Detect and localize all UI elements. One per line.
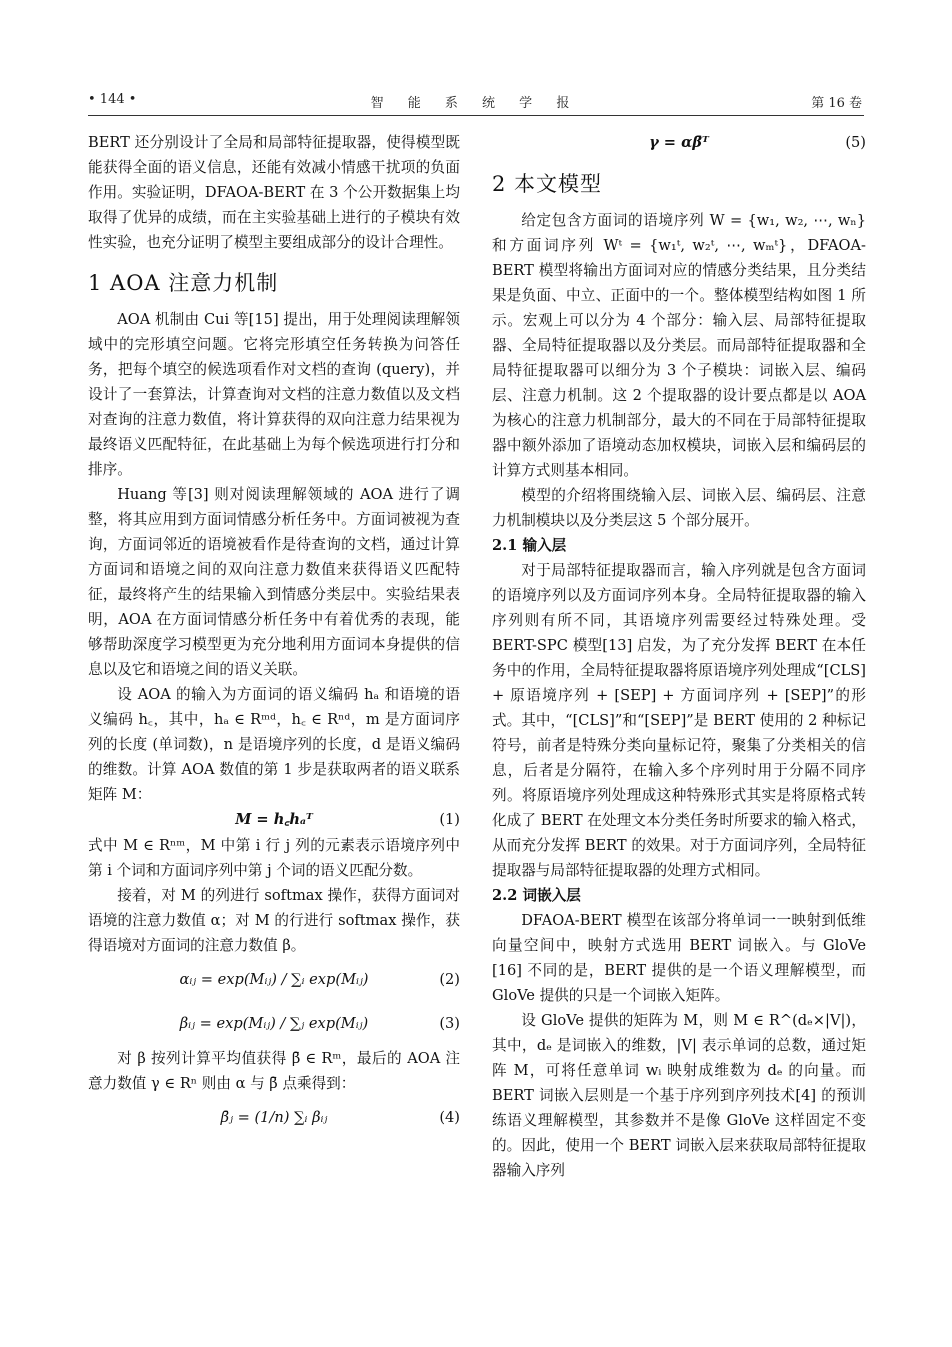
- equation-number: (1): [439, 811, 460, 828]
- equation-number: (2): [439, 971, 460, 988]
- left-column: [88, 130, 460, 1140]
- paragraph: Huang 等[3] 则对阅读理解领域的 AOA 进行了调整，将其应用到方面词情感分析任务中。方面词被视为查询，方面词邻近的语境被看作是待查询的文档，通过计算方面词和语境之间的双向注意力数值来获得语义匹配特征，最终将产生的结果输入到情感分类层中。实验结果表明，AOA 在方面词情感分析任务中有着优秀的表现，能够帮助深度学习模型更为充分地利用方面词本身提供的信息以及它和语境之间的语义关联。: [88, 486, 460, 678]
- equation-5: γ = αβ̄ᵀ (5): [492, 130, 866, 156]
- equation-number: (4): [439, 1109, 460, 1126]
- section-2-2-title: 2.2 词嵌入层: [492, 887, 581, 904]
- running-header: [88, 92, 862, 114]
- equation-number: (5): [845, 134, 866, 151]
- paragraph: 接着，对 M 的列进行 softmax 操作，获得方面词对语境的注意力数值 α；对 M 的行进行 softmax 操作，获得语境对方面词的注意力数值 β。: [88, 887, 460, 954]
- section-2-1-title: 2.1 输入层: [492, 537, 567, 554]
- equation-3: βᵢⱼ = exp(Mᵢⱼ) / ∑ⱼ exp(Mᵢⱼ) (3): [88, 1002, 460, 1046]
- equation-1: M = h꜀hₐᵀ (1): [88, 807, 460, 833]
- paragraph: 模型的介绍将围绕输入层、词嵌入层、编码层、注意力机制模块以及分类层这 5 个部分展开。: [492, 487, 866, 529]
- journal-title: 智 能 系 统 学 报: [370, 96, 580, 111]
- paragraph: 对 β 按列计算平均值获得 β̄ ∈ Rᵐ，最后的 AOA 注意力数值 γ ∈ Rⁿ 则由 α 与 β̄ 点乘得到：: [88, 1050, 460, 1092]
- section-2-title: 2 本文模型: [492, 172, 603, 196]
- paragraph: 给定包含方面词的语境序列 W = {w₁, w₂, ⋯, wₙ} 和方面词序列 Wᵗ = {w₁ᵗ, w₂ᵗ, ⋯, wₘᵗ}，DFAOA-BERT 模型将输出方面词对应的情感分类结果，且分类结果是负面、中立、正面中的一个。整体模型结构如图 1 所示。宏观上可以分为 4 个部分：输入层、局部特征提取器、全局特征提取器以及分类层。而局部特征提取器和全局特征提取器可以细分为 3 个子模块：词嵌入层、编码层、注意力机制。这 2 个提取器的设计要点都是以 AOA 为核心的注意力机制部分，最大的不同在于局部特征提取器中额外添加了语境动态加权模块，词嵌入层和编码层的计算方式则基本相同。: [492, 212, 866, 479]
- equation-number: (3): [439, 1015, 460, 1032]
- paragraph: 设 GloVe 提供的矩阵为 M，则 M ∈ R^(dₑ×|V|)，其中，dₑ 是词嵌入的维数，|V| 表示单词的总数，通过矩阵 M，可将任意单词 wᵢ 映射成维数为 dₑ 的向量。而 BERT 词嵌入层则是一个基于序列到序列技术[4] 的预训练语义理解模型，其参数并不是像 GloVe 这样固定不变的。因此，使用一个 BERT 词嵌入层来获取局部特征提取器输入序列: [492, 1012, 866, 1179]
- intro-paragraph: BERT 还分别设计了全局和局部特征提取器，使得模型既能获得全面的语义信息，还能有效减小情感干扰项的负面作用。实验证明，DFAOA-BERT 在 3 个公开数据集上均取得了优异的成绩，而在主实验基础上进行的子模块有效性实验，也充分证明了模型主要组成部分的设计合理性。: [88, 134, 460, 251]
- section-1-title: 1 AOA 注意力机制: [88, 271, 279, 295]
- paragraph: 对于局部特征提取器而言，输入序列就是包含方面词的语境序列以及方面词序列本身。全局特征提取器的输入序列则有所不同，其语境序列需要经过特殊处理。受 BERT-SPC 模型[13] 启发，为了充分发挥 BERT 在本任务中的作用，全局特征提取器将原语境序列处理成“[CLS] + 原语境序列 + [SEP] + 方面词序列 + [SEP]”的形式。其中，“[CLS]”和“[SEP]”是 BERT 使用的 2 种标记符号，前者是特殊分类向量标记符，聚集了分类相关的信息，后者是分隔符，在输入多个序列时用于分隔不同序列。将原语境序列处理成这种特殊形式其实是将原格式转化成了 BERT 在处理文本分类任务时所要求的输入格式，从而充分发挥 BERT 的效果。对于方面词序列，全局特征提取器与局部特征提取器的处理方式相同。: [492, 562, 866, 879]
- page-number: • 144 •: [88, 92, 137, 107]
- right-column: [492, 130, 866, 1183]
- paragraph: 设 AOA 的输入为方面词的语义编码 hₐ 和语境的语义编码 h꜀，其中，hₐ ∈ Rᵐᵈ，h꜀ ∈ Rⁿᵈ，m 是方面词序列的长度 (单词数)，n 是语境序列的长度，d 是语义编码的维数。计算 AOA 数值的第 1 步是获取两者的语义联系矩阵 M：: [88, 686, 460, 803]
- paragraph: AOA 机制由 Cui 等[15] 提出，用于处理阅读理解领域中的完形填空问题。它将完形填空任务转换为问答任务，把每个填空的候选项看作对文档的查询 (query)，并设计了一套算法，计算查询对文档的注意力数值以及文档对查询的注意力数值，将计算获得的双向注意力结果视为最终语义匹配特征，在此基础上为每个候选项进行打分和排序。: [88, 311, 460, 478]
- header-rule: [88, 115, 864, 116]
- equation-2: αᵢⱼ = exp(Mᵢⱼ) / ∑ᵢ exp(Mᵢⱼ) (2): [88, 958, 460, 1002]
- paragraph: 式中 M ∈ Rⁿᵐ，M 中第 i 行 j 列的元素表示语境序列中第 i 个词和方面词序列中第 j 个词的语义匹配分数。: [88, 837, 460, 879]
- paragraph: DFAOA-BERT 模型在该部分将单词一一映射到低维向量空间中，映射方式选用 BERT 词嵌入。与 GloVe [16] 不同的是，BERT 提供的是一个语义理解模型，而 GloVe 提供的只是一个词嵌入矩阵。: [492, 912, 866, 1004]
- equation-4: β̄ⱼ = (1/n) ∑ᵢ βᵢⱼ (4): [88, 1096, 460, 1140]
- volume-label: 第 16 卷: [811, 96, 862, 111]
